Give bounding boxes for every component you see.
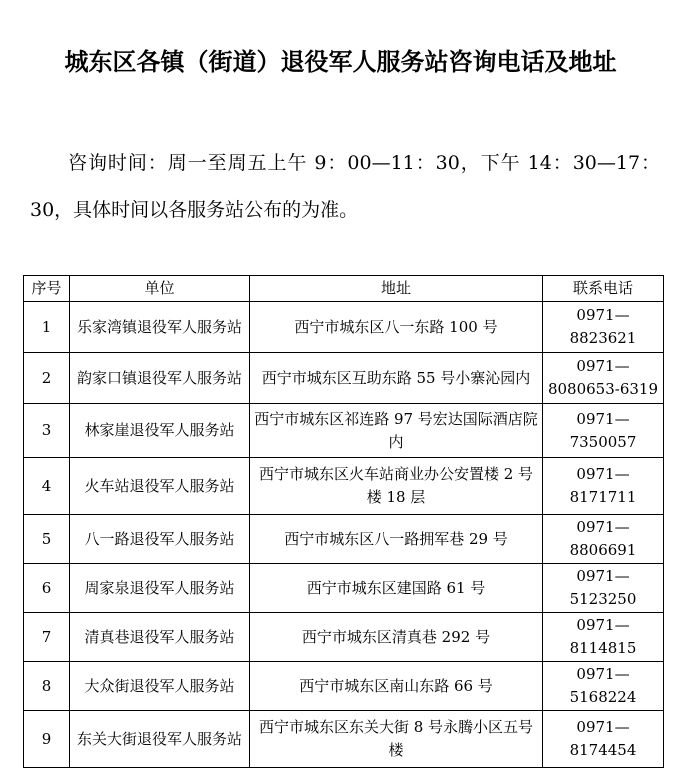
cell-phone: 0971—8174454 <box>543 711 664 768</box>
cell-address: 西宁市城东区东关大街 8 号永腾小区五号楼 <box>250 711 543 768</box>
table-header-row <box>24 276 664 302</box>
cell-unit: 林家崖退役军人服务站 <box>70 404 250 458</box>
cell-phone: 0971—8806691 <box>543 515 664 564</box>
table-row <box>24 404 664 458</box>
cell-serial-number: 6 <box>24 564 70 613</box>
cell-serial-number: 3 <box>24 404 70 458</box>
header-phone: 联系电话 <box>543 276 664 302</box>
cell-address: 西宁市城东区南山东路 66 号 <box>250 662 543 711</box>
cell-phone: 0971—8114815 <box>543 613 664 662</box>
header-address: 地址 <box>250 276 543 302</box>
table-row <box>24 662 664 711</box>
cell-serial-number: 8 <box>24 662 70 711</box>
header-unit: 单位 <box>70 276 250 302</box>
cell-unit: 八一路退役军人服务站 <box>70 515 250 564</box>
cell-unit: 乐家湾镇退役军人服务站 <box>70 302 250 353</box>
table-row <box>24 711 664 768</box>
consultation-hours-notice: 咨询时间：周一至周五上午 9：00—11：30，下午 14：30—17：30，具体时间以各服务站公布的为准。 <box>30 152 660 221</box>
cell-unit: 韵家口镇退役军人服务站 <box>70 353 250 404</box>
cell-phone: 0971—5168224 <box>543 662 664 711</box>
service-station-table <box>23 275 664 768</box>
cell-address: 西宁市城东区火车站商业办公安置楼 2 号楼 18 层 <box>250 458 543 515</box>
table-row <box>24 613 664 662</box>
cell-address: 西宁市城东区八一路拥军巷 29 号 <box>250 515 543 564</box>
cell-phone: 0971—5123250 <box>543 564 664 613</box>
table-row <box>24 302 664 353</box>
page-title: 城东区各镇（街道）退役军人服务站咨询电话及地址 <box>64 48 617 76</box>
cell-unit: 清真巷退役军人服务站 <box>70 613 250 662</box>
cell-serial-number: 7 <box>24 613 70 662</box>
cell-address: 西宁市城东区八一东路 100 号 <box>250 302 543 353</box>
cell-unit: 周家泉退役军人服务站 <box>70 564 250 613</box>
cell-unit: 东关大街退役军人服务站 <box>70 711 250 768</box>
cell-phone: 0971—8171711 <box>543 458 664 515</box>
cell-address: 西宁市城东区建国路 61 号 <box>250 564 543 613</box>
cell-phone: 0971—8080653-6319 <box>543 353 664 404</box>
cell-unit: 火车站退役军人服务站 <box>70 458 250 515</box>
cell-serial-number: 5 <box>24 515 70 564</box>
cell-serial-number: 4 <box>24 458 70 515</box>
cell-address: 西宁市城东区清真巷 292 号 <box>250 613 543 662</box>
cell-address: 西宁市城东区祁连路 97 号宏达国际酒店院内 <box>250 404 543 458</box>
cell-unit: 大众街退役军人服务站 <box>70 662 250 711</box>
table-row <box>24 353 664 404</box>
cell-address: 西宁市城东区互助东路 55 号小寨沁园内 <box>250 353 543 404</box>
table-row <box>24 515 664 564</box>
cell-serial-number: 1 <box>24 302 70 353</box>
cell-serial-number: 9 <box>24 711 70 768</box>
table-row <box>24 458 664 515</box>
cell-serial-number: 2 <box>24 353 70 404</box>
header-serial-number: 序号 <box>24 276 70 302</box>
cell-phone: 0971—8823621 <box>543 302 664 353</box>
cell-phone: 0971—7350057 <box>543 404 664 458</box>
table-row <box>24 564 664 613</box>
